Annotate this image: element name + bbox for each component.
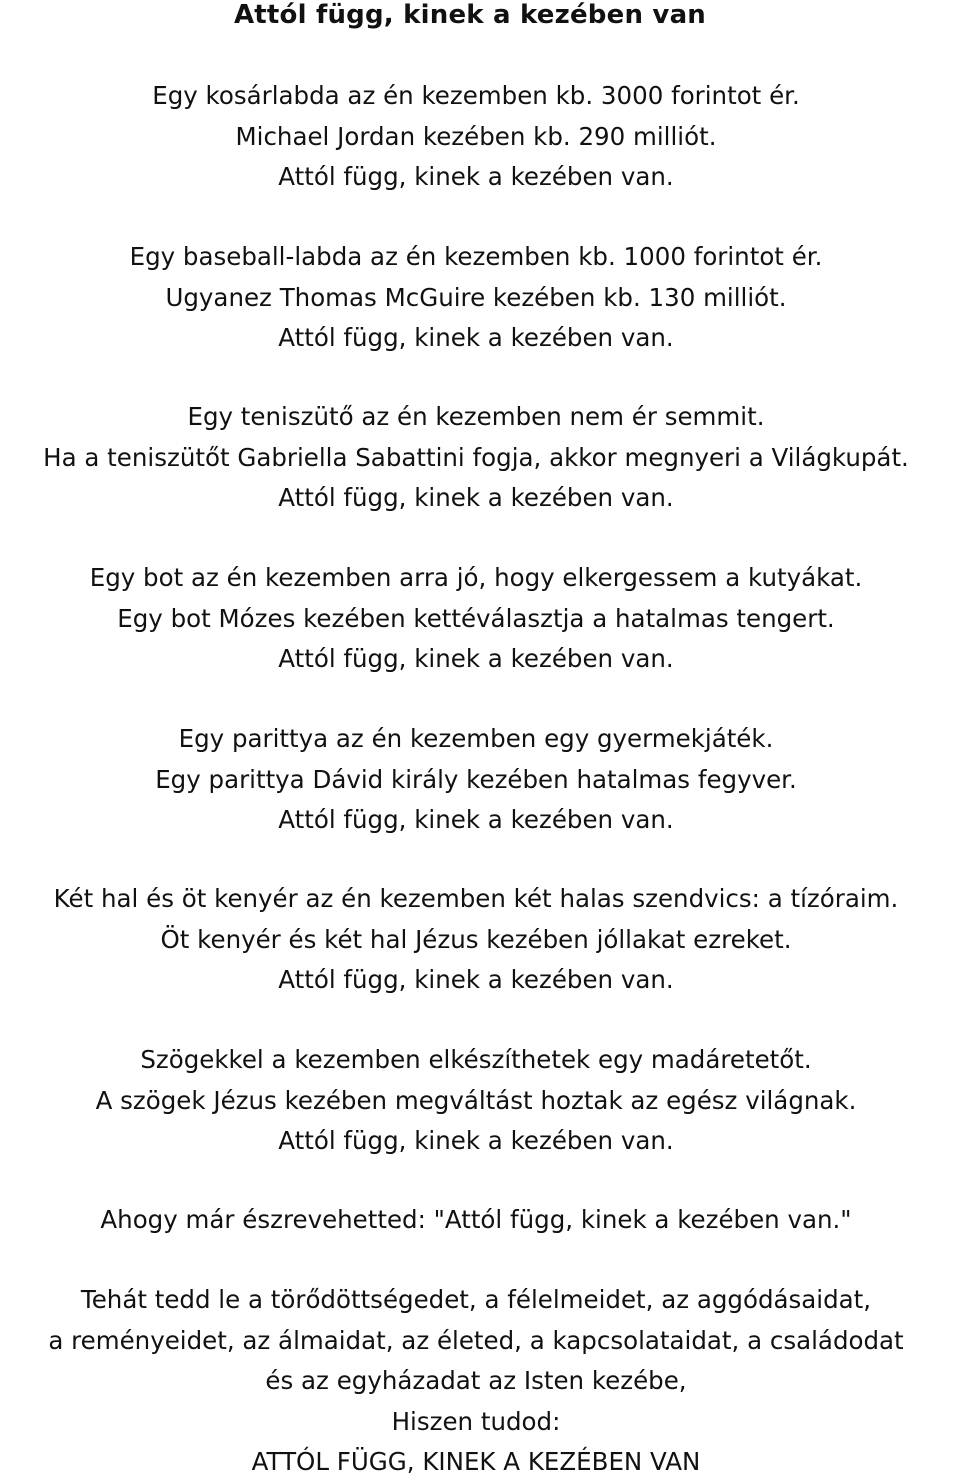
stanza-slingshot (0, 719, 952, 841)
stanza-line: Egy parittya Dávid király kezében hatalmas fegyver. (155, 764, 797, 794)
stanza-line: Attól függ, kinek a kezében van. (278, 162, 674, 191)
stanza-line: és az egyházadat az Isten kezébe, (265, 1366, 687, 1395)
stanza-line: Szögekkel a kezemben elkészíthetek egy madáretetőt. (140, 1045, 812, 1074)
stanza-tennis (0, 397, 952, 519)
stanza-line: Attól függ, kinek a kezében van. (278, 805, 674, 834)
stanza-line: Ahogy már észrevehetted: "Attól függ, kinek a kezében van." (100, 1205, 852, 1234)
stanza-line: Tehát tedd le a törődöttségedet, a félelmeidet, az aggódásaidat, (80, 1285, 872, 1314)
stanza-line: Michael Jordan kezében kb. 290 milliót. (235, 121, 717, 151)
stanza-fish-bread (0, 879, 952, 1001)
stanza-baseball (0, 237, 952, 359)
stanza-staff (0, 558, 952, 680)
stanza-line: a reményeidet, az álmaidat, az életed, a kapcsolataidat, a családodat (48, 1325, 904, 1355)
stanza-line: Ha a teniszütőt Gabriella Sabattini fogja, akkor megnyeri a Világkupát. (43, 442, 909, 472)
stanza-line: Attól függ, kinek a kezében van. (278, 644, 674, 673)
stanza-line: Attól függ, kinek a kezében van. (278, 965, 674, 994)
stanza-line: Egy baseball-labda az én kezemben kb. 1000 forintot ér. (129, 242, 823, 271)
stanza-line: A szögek Jézus kezében megváltást hoztak az egész világnak. (95, 1085, 857, 1115)
stanza-line: Egy parittya az én kezemben egy gyermekjáték. (178, 724, 774, 753)
stanza-line: Ugyanez Thomas McGuire kezében kb. 130 milliót. (165, 282, 787, 312)
stanza-line: Attól függ, kinek a kezében van. (278, 1126, 674, 1155)
stanza-basketball (0, 76, 952, 198)
document-title: Attól függ, kinek a kezében van (233, 0, 707, 30)
stanza-line: Két hal és öt kenyér az én kezemben két halas szendvics: a tízóraim. (53, 884, 899, 913)
stanza-line: Hiszen tudod: (391, 1406, 561, 1436)
stanza-line: Öt kenyér és két hal Jézus kezében jóllakat ezreket. (160, 924, 792, 954)
stanza-conclusion (0, 1280, 952, 1483)
closing-line: ATTÓL FÜGG, KINEK A KEZÉBEN VAN (251, 1447, 701, 1476)
stanza-line: Egy bot Mózes kezében kettéválasztja a hatalmas tengert. (117, 603, 835, 633)
stanza-line: Egy teniszütő az én kezemben nem ér semmit. (187, 402, 765, 431)
stanza-line: Attól függ, kinek a kezében van. (278, 483, 674, 512)
stanza-line: Egy bot az én kezemben arra jó, hogy elkergessem a kutyákat. (89, 563, 863, 592)
stanza-observation (0, 1200, 952, 1241)
stanza-nails (0, 1040, 952, 1162)
stanza-line: Attól függ, kinek a kezében van. (278, 323, 674, 352)
stanza-line: Egy kosárlabda az én kezemben kb. 3000 forintot ér. (152, 81, 800, 110)
